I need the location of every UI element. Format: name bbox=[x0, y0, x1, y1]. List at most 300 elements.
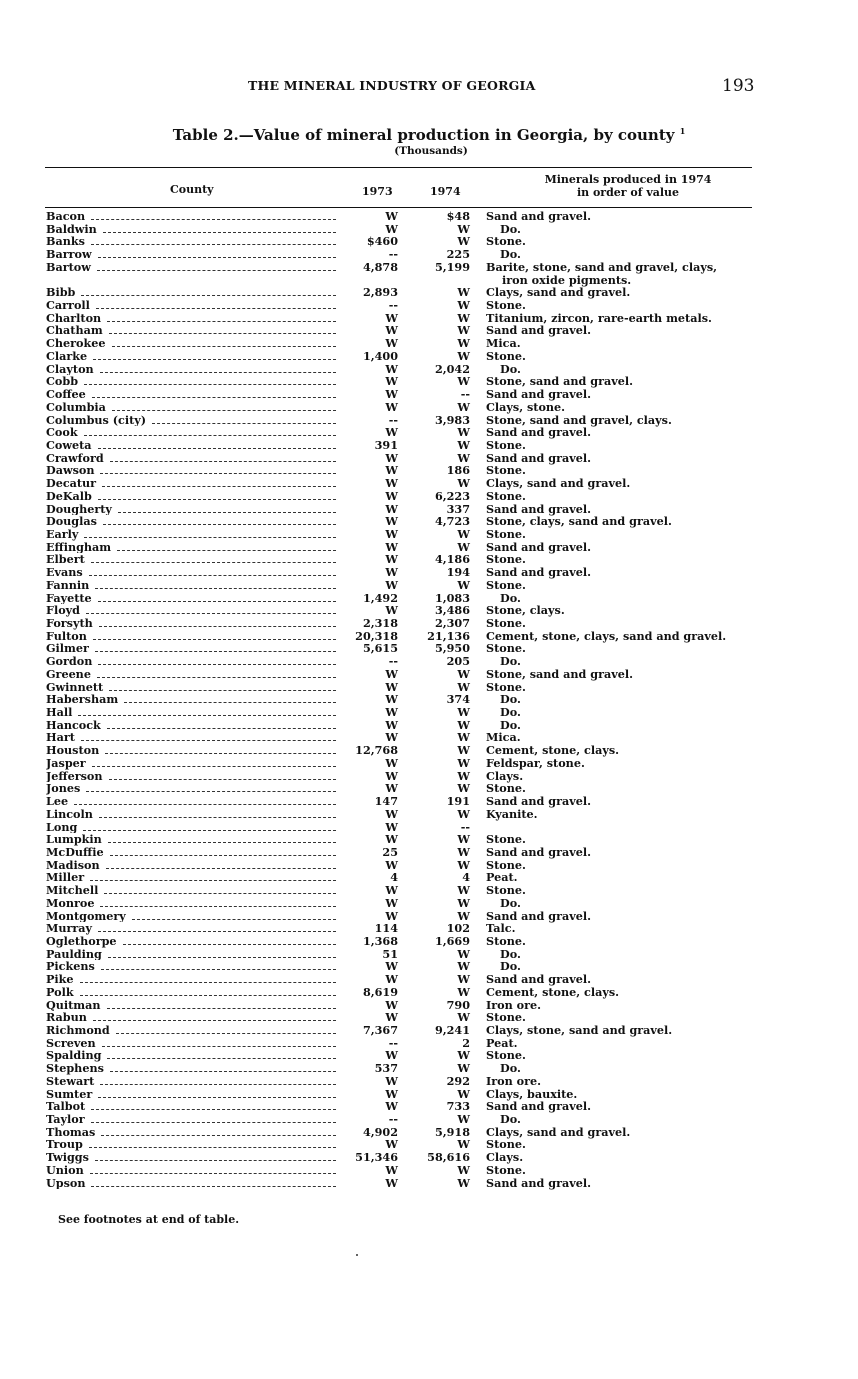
dot-leader bbox=[91, 1101, 336, 1110]
county-cell bbox=[46, 731, 336, 744]
minerals-cell: Stone. bbox=[486, 1137, 526, 1152]
value-1974: W bbox=[457, 298, 470, 313]
county-name: Douglas bbox=[46, 515, 97, 528]
county-name: Columbia bbox=[46, 400, 106, 414]
minerals-cell: Cement, stone, clays. bbox=[486, 743, 620, 758]
county-name: Charlton bbox=[46, 311, 102, 325]
minerals-cell: Cement, stone, clays, sand and gravel. bbox=[486, 628, 727, 643]
county-name: Rabun bbox=[46, 1011, 87, 1024]
value-1973: W bbox=[385, 1086, 398, 1101]
county-cell bbox=[46, 528, 336, 541]
table-row bbox=[0, 960, 858, 973]
minerals-cell: Clays, stone. bbox=[486, 399, 566, 414]
dot-leader bbox=[90, 872, 336, 881]
value-1974: W bbox=[457, 348, 470, 363]
value-1973: W bbox=[385, 692, 398, 707]
value-1974: W bbox=[457, 743, 470, 758]
table-row bbox=[0, 503, 858, 516]
county-name: Bacon bbox=[46, 210, 86, 223]
county-cell bbox=[46, 401, 336, 414]
page-speck bbox=[356, 1254, 358, 1256]
dot-leader bbox=[109, 325, 336, 334]
minerals-cell: Sand and gravel. bbox=[486, 972, 592, 987]
table-row bbox=[0, 999, 858, 1012]
county-cell bbox=[46, 935, 336, 948]
minerals-cell: Sand and gravel. bbox=[486, 323, 592, 338]
value-1974: 374 bbox=[446, 692, 470, 707]
table-row bbox=[0, 871, 858, 884]
table-row bbox=[0, 312, 858, 325]
minerals-cell: Do. bbox=[500, 895, 521, 910]
county-name: Madison bbox=[46, 858, 100, 872]
county-name: Columbus (city) bbox=[46, 413, 147, 427]
value-1973: W bbox=[385, 717, 398, 732]
dot-leader bbox=[98, 656, 336, 665]
county-cell bbox=[46, 1024, 336, 1037]
minerals-cell: Stone, sand and gravel. bbox=[486, 374, 633, 389]
dot-leader bbox=[106, 860, 336, 869]
county-name: Spalding bbox=[46, 1049, 102, 1063]
minerals-cell: Clays, sand and gravel. bbox=[486, 476, 631, 491]
minerals-cell: Titanium, zircon, rare-earth metals. bbox=[486, 310, 712, 325]
value-1973: -- bbox=[388, 1112, 398, 1127]
county-cell bbox=[46, 337, 336, 350]
county-cell bbox=[46, 1126, 336, 1139]
county-cell bbox=[46, 744, 336, 757]
minerals-cell: Stone. bbox=[486, 526, 526, 541]
county-cell bbox=[46, 782, 336, 795]
minerals-cell: Do. bbox=[500, 692, 521, 707]
county-cell bbox=[46, 859, 336, 872]
county-cell bbox=[46, 388, 336, 401]
table-row bbox=[0, 1151, 858, 1164]
dot-leader bbox=[81, 732, 336, 741]
table-row bbox=[0, 566, 858, 579]
table-row bbox=[0, 986, 858, 999]
value-1974: W bbox=[457, 1048, 470, 1063]
dot-leader bbox=[93, 351, 336, 360]
dot-leader bbox=[118, 504, 336, 513]
minerals-cell: Talc. bbox=[486, 921, 516, 936]
dot-leader bbox=[100, 1076, 336, 1085]
minerals-cell: Clays, bauxite. bbox=[486, 1086, 578, 1101]
value-1974: W bbox=[457, 679, 470, 694]
county-name: Stephens bbox=[46, 1062, 104, 1075]
dot-leader bbox=[93, 1012, 336, 1021]
column-header-1973: 1973 bbox=[362, 185, 393, 198]
value-1974: W bbox=[457, 666, 470, 681]
value-1974: W bbox=[457, 1175, 470, 1190]
value-1974: W bbox=[457, 399, 470, 414]
county-cell bbox=[46, 286, 336, 299]
value-1974: 186 bbox=[446, 463, 470, 478]
minerals-cell: Clays, sand and gravel. bbox=[486, 285, 631, 300]
minerals-cell: Mica. bbox=[486, 730, 521, 745]
value-1973: W bbox=[385, 1162, 398, 1177]
minerals-cell: Sand and gravel. bbox=[486, 539, 592, 554]
value-1974: W bbox=[457, 1010, 470, 1025]
value-1973: W bbox=[385, 552, 398, 567]
value-1974: 292 bbox=[446, 1073, 470, 1088]
table-row bbox=[0, 681, 858, 694]
county-cell bbox=[46, 693, 336, 706]
dot-leader bbox=[100, 364, 336, 373]
county-name: DeKalb bbox=[46, 489, 92, 503]
value-1974: 733 bbox=[446, 1099, 470, 1114]
table-row bbox=[0, 337, 858, 350]
value-1974: -- bbox=[460, 819, 470, 834]
table-row bbox=[0, 414, 858, 427]
table-title-text: Table 2.—Value of mineral production in Georgia, by county bbox=[172, 126, 675, 144]
dot-leader bbox=[117, 542, 336, 551]
county-name: Gordon bbox=[46, 655, 93, 668]
county-name: Hancock bbox=[46, 718, 101, 732]
county-cell bbox=[46, 350, 336, 363]
county-cell bbox=[46, 922, 336, 935]
dot-leader bbox=[112, 402, 336, 411]
column-header-county: County bbox=[170, 183, 214, 196]
county-name: Paulding bbox=[46, 947, 102, 961]
value-1974: 790 bbox=[446, 997, 470, 1012]
table-row bbox=[0, 1088, 858, 1101]
value-1973: W bbox=[385, 806, 398, 821]
dot-leader bbox=[95, 580, 336, 589]
dot-leader bbox=[83, 822, 336, 831]
table-row bbox=[0, 948, 858, 961]
value-1973: W bbox=[385, 1073, 398, 1088]
county-cell bbox=[46, 1088, 336, 1101]
value-1973: 391 bbox=[374, 437, 398, 452]
value-1973: 7,367 bbox=[362, 1023, 398, 1037]
dot-leader bbox=[98, 923, 336, 932]
minerals-cell: Stone. bbox=[486, 641, 526, 656]
value-1974: 2 bbox=[462, 1035, 470, 1050]
table-row bbox=[0, 248, 858, 261]
dot-leader bbox=[78, 707, 336, 716]
dot-leader bbox=[108, 834, 336, 843]
county-cell bbox=[46, 490, 336, 503]
county-cell bbox=[46, 426, 336, 439]
county-name: Baldwin bbox=[46, 222, 97, 236]
value-1973: W bbox=[385, 450, 398, 465]
county-cell bbox=[46, 1037, 336, 1050]
county-cell bbox=[46, 503, 336, 516]
value-1973: 147 bbox=[374, 794, 398, 809]
minerals-cell: Do. bbox=[500, 717, 521, 732]
value-1973: 12,768 bbox=[355, 743, 398, 758]
table-row bbox=[0, 706, 858, 719]
value-1974: W bbox=[457, 844, 470, 859]
county-name: Screven bbox=[46, 1036, 96, 1050]
value-1974: 102 bbox=[446, 921, 470, 936]
column-header-minerals-line1: Minerals produced in 1974 bbox=[544, 173, 712, 186]
value-1974: 205 bbox=[446, 654, 470, 669]
county-name: Clarke bbox=[46, 349, 88, 363]
value-1974: -- bbox=[460, 387, 470, 402]
county-name: Sumter bbox=[46, 1087, 93, 1101]
county-name: Quitman bbox=[46, 998, 101, 1012]
top-rule bbox=[45, 167, 752, 168]
table-row bbox=[0, 1024, 858, 1037]
dot-leader bbox=[110, 453, 336, 462]
table-row bbox=[0, 363, 858, 376]
county-name: Houston bbox=[46, 744, 100, 757]
table-row bbox=[0, 579, 858, 592]
table-row bbox=[0, 299, 858, 312]
county-name: Montgomery bbox=[46, 909, 126, 923]
value-1974: 21,136 bbox=[427, 628, 470, 643]
value-1974: W bbox=[457, 221, 470, 236]
dot-leader bbox=[123, 936, 336, 945]
table-row bbox=[0, 223, 858, 236]
value-1974: W bbox=[457, 1137, 470, 1152]
table-subtitle: (Thousands) bbox=[394, 145, 468, 157]
minerals-cell: Do. bbox=[500, 654, 521, 669]
running-head: THE MINERAL INDUSTRY OF GEORGIA bbox=[248, 78, 536, 93]
county-cell bbox=[46, 1177, 336, 1190]
dot-leader bbox=[100, 898, 336, 907]
value-1973: -- bbox=[388, 1035, 398, 1050]
dot-leader bbox=[107, 313, 336, 322]
table-row bbox=[0, 782, 858, 795]
dot-leader bbox=[97, 262, 336, 271]
value-1974: W bbox=[457, 755, 470, 770]
value-1973: W bbox=[385, 209, 398, 223]
minerals-cell: Stone, clays. bbox=[486, 603, 565, 618]
value-1973: 1,492 bbox=[362, 590, 398, 605]
dot-leader bbox=[99, 809, 336, 818]
minerals-cell: Stone. bbox=[486, 781, 526, 796]
value-1973: W bbox=[385, 883, 398, 898]
table-row bbox=[0, 1011, 858, 1024]
county-cell bbox=[46, 871, 336, 884]
county-cell bbox=[46, 833, 336, 846]
value-1973: W bbox=[385, 755, 398, 770]
column-header-minerals-line2: in order of value bbox=[576, 186, 680, 199]
table-row bbox=[0, 884, 858, 897]
table-row bbox=[0, 922, 858, 935]
minerals-cell: Do. bbox=[500, 959, 521, 974]
value-1974: W bbox=[457, 895, 470, 910]
value-1973: W bbox=[385, 1175, 398, 1190]
value-1973: 4,902 bbox=[362, 1124, 398, 1139]
value-1973: 51,346 bbox=[355, 1150, 398, 1165]
value-1973: -- bbox=[388, 247, 398, 262]
value-1974: W bbox=[457, 908, 470, 923]
minerals-cell: Stone. bbox=[486, 552, 526, 567]
county-name: Effingham bbox=[46, 540, 112, 554]
county-name: Talbot bbox=[46, 1100, 86, 1114]
dot-leader bbox=[98, 1089, 336, 1098]
dot-leader bbox=[84, 376, 336, 385]
table-row bbox=[0, 821, 858, 834]
value-1973: 5,615 bbox=[362, 641, 398, 656]
county-cell bbox=[46, 681, 336, 694]
table-row bbox=[0, 1164, 858, 1177]
value-1974: W bbox=[457, 959, 470, 974]
value-1974: 9,241 bbox=[434, 1023, 470, 1037]
county-cell bbox=[46, 757, 336, 770]
dot-leader bbox=[86, 605, 336, 614]
county-name: Long bbox=[46, 820, 78, 834]
minerals-cell: Stone. bbox=[486, 577, 526, 592]
minerals-cell: Stone. bbox=[486, 883, 526, 898]
minerals-cell: Sand and gravel. bbox=[486, 450, 592, 465]
value-1974: W bbox=[457, 857, 470, 872]
county-cell bbox=[46, 1138, 336, 1151]
value-1974: W bbox=[457, 310, 470, 325]
value-1974: 337 bbox=[446, 501, 470, 516]
value-1974: W bbox=[457, 883, 470, 898]
county-name: Evans bbox=[46, 566, 83, 579]
table-row bbox=[0, 515, 858, 528]
table-row bbox=[0, 1113, 858, 1126]
county-name: Carroll bbox=[46, 299, 90, 312]
table-row bbox=[0, 808, 858, 821]
dot-leader bbox=[110, 847, 336, 856]
county-name: Fayette bbox=[46, 591, 92, 605]
value-1974: 4,723 bbox=[434, 514, 470, 529]
value-1973: W bbox=[385, 666, 398, 681]
value-1973: W bbox=[385, 526, 398, 541]
minerals-cell: Sand and gravel. bbox=[486, 501, 592, 516]
minerals-cell: Stone. bbox=[486, 933, 526, 948]
table-row bbox=[0, 210, 858, 223]
dot-leader bbox=[97, 669, 336, 678]
value-1973: W bbox=[385, 387, 398, 402]
minerals-cell: Sand and gravel. bbox=[486, 387, 592, 402]
value-1974: $48 bbox=[446, 209, 470, 223]
value-1973: 537 bbox=[374, 1061, 398, 1076]
county-name: Cobb bbox=[46, 375, 79, 389]
minerals-cell: Stone, clays, sand and gravel. bbox=[486, 514, 672, 529]
county-cell bbox=[46, 1164, 336, 1177]
table-row bbox=[0, 1037, 858, 1050]
county-cell bbox=[46, 375, 336, 388]
value-1973: W bbox=[385, 565, 398, 580]
dot-leader bbox=[81, 287, 336, 296]
table-row bbox=[0, 846, 858, 859]
minerals-cell: Do. bbox=[500, 1061, 521, 1076]
dot-leader bbox=[108, 949, 336, 958]
county-name: Fulton bbox=[46, 629, 87, 643]
county-cell bbox=[46, 706, 336, 719]
minerals-cell: Sand and gravel. bbox=[486, 209, 592, 223]
county-name: Barrow bbox=[46, 248, 92, 261]
county-cell bbox=[46, 477, 336, 490]
value-1974: W bbox=[457, 972, 470, 987]
table-row bbox=[0, 1177, 858, 1190]
dot-leader bbox=[98, 440, 336, 449]
county-name: Taylor bbox=[46, 1113, 85, 1126]
value-1974: W bbox=[457, 285, 470, 300]
table-row bbox=[0, 897, 858, 910]
county-cell bbox=[46, 999, 336, 1012]
table-row bbox=[0, 935, 858, 948]
value-1973: 25 bbox=[382, 844, 398, 859]
minerals-cell: Stone. bbox=[486, 616, 526, 630]
county-name: Fannin bbox=[46, 578, 90, 592]
value-1973: W bbox=[385, 577, 398, 592]
table-row bbox=[0, 1049, 858, 1062]
dot-leader bbox=[103, 224, 336, 233]
dot-leader bbox=[116, 1025, 336, 1034]
minerals-cell: Iron ore. bbox=[486, 1073, 541, 1088]
county-name: Chatham bbox=[46, 324, 103, 338]
county-name: Elbert bbox=[46, 553, 85, 567]
county-cell bbox=[46, 312, 336, 325]
value-1973: W bbox=[385, 705, 398, 720]
minerals-cell: Sand and gravel. bbox=[486, 425, 592, 440]
minerals-cell: Stone. bbox=[486, 1048, 526, 1063]
county-cell bbox=[46, 553, 336, 566]
value-1973: W bbox=[385, 463, 398, 478]
value-1974: 1,083 bbox=[434, 590, 470, 605]
minerals-cell: Stone. bbox=[486, 463, 526, 478]
table-row bbox=[0, 1075, 858, 1088]
county-cell bbox=[46, 884, 336, 897]
value-1973: W bbox=[385, 221, 398, 236]
value-1973: W bbox=[385, 768, 398, 783]
table-row bbox=[0, 528, 858, 541]
dot-leader bbox=[98, 491, 336, 500]
county-cell bbox=[46, 910, 336, 923]
table-row bbox=[0, 604, 858, 617]
value-1974: 5,950 bbox=[434, 641, 470, 656]
county-name: Union bbox=[46, 1163, 84, 1177]
dot-leader bbox=[91, 1178, 336, 1187]
value-1973: W bbox=[385, 1099, 398, 1114]
dot-leader bbox=[107, 720, 336, 729]
table-row bbox=[0, 731, 858, 744]
column-header-1974: 1974 bbox=[430, 185, 461, 198]
county-name: Jasper bbox=[46, 756, 86, 770]
value-1973: W bbox=[385, 679, 398, 694]
value-1974: W bbox=[457, 1061, 470, 1076]
value-1973: W bbox=[385, 488, 398, 503]
county-name: Bartow bbox=[46, 260, 91, 274]
dot-leader bbox=[109, 682, 336, 691]
table-row bbox=[0, 426, 858, 439]
county-cell bbox=[46, 210, 336, 223]
county-name: Early bbox=[46, 527, 79, 541]
county-name: Lee bbox=[46, 795, 69, 808]
value-1973: W bbox=[385, 361, 398, 376]
value-1974: 4 bbox=[462, 870, 470, 885]
county-name: Clayton bbox=[46, 362, 94, 376]
dot-leader bbox=[84, 427, 336, 436]
value-1974: 2,042 bbox=[434, 361, 470, 376]
county-cell bbox=[46, 579, 336, 592]
value-1973: W bbox=[385, 972, 398, 987]
county-cell bbox=[46, 897, 336, 910]
value-1973: 2,893 bbox=[362, 285, 398, 300]
county-name: Coweta bbox=[46, 438, 92, 452]
dot-leader bbox=[99, 618, 336, 627]
table-title bbox=[0, 126, 858, 144]
county-name: Jones bbox=[46, 782, 81, 796]
value-1974: W bbox=[457, 768, 470, 783]
value-1974: W bbox=[457, 946, 470, 961]
county-name: Lincoln bbox=[46, 807, 93, 821]
dot-leader bbox=[96, 300, 336, 309]
county-name: Greene bbox=[46, 667, 91, 681]
dot-leader bbox=[105, 745, 336, 754]
value-1974: W bbox=[457, 437, 470, 452]
dot-leader bbox=[107, 1050, 336, 1059]
county-cell bbox=[46, 261, 336, 274]
county-cell bbox=[46, 235, 336, 248]
